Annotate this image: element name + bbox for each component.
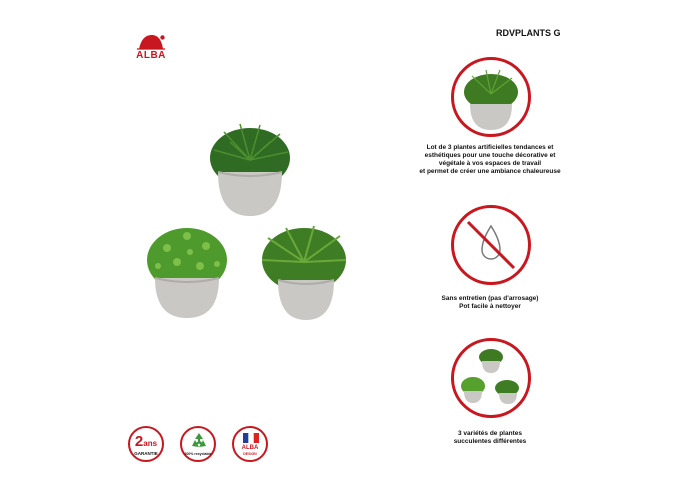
plant-bottom-right [256,220,352,327]
recycle-icon [189,431,209,451]
feature-3-text: 3 variétés de plantes succulentes différentes [453,430,527,445]
alba-logo [128,28,174,62]
warranty-number: 2 [134,433,144,450]
product-reference: RDVPLANTS G [496,28,561,38]
plant-top [204,120,296,225]
design-label: ALBA [241,445,259,451]
recycle-badge [180,426,216,462]
no-water-icon [451,205,531,285]
france-flag-icon [243,433,259,443]
warranty-label: GARANTIE [134,451,158,456]
feature-1-text: Lot de 3 plantes artificielles tendances et esthétiques pour une touche décorative et végétale à vos espaces de travail et permet de créer une ambiance chaleureuse [419,144,561,175]
brand-name: ALBA [136,50,166,61]
design-badge [232,426,268,462]
warranty-unit: ans [143,439,158,448]
plant-bottom-left [142,222,232,327]
design-sublabel: DESIGN [243,452,257,456]
warranty-badge [128,426,164,462]
feature-2-text: Sans entretien (pas d'arrosage) Pot facile à nettoyer [441,295,539,310]
three-plants-icon [451,338,531,418]
feature-plant-icon [451,57,531,137]
recycle-label: 100% recyclable [184,452,212,456]
